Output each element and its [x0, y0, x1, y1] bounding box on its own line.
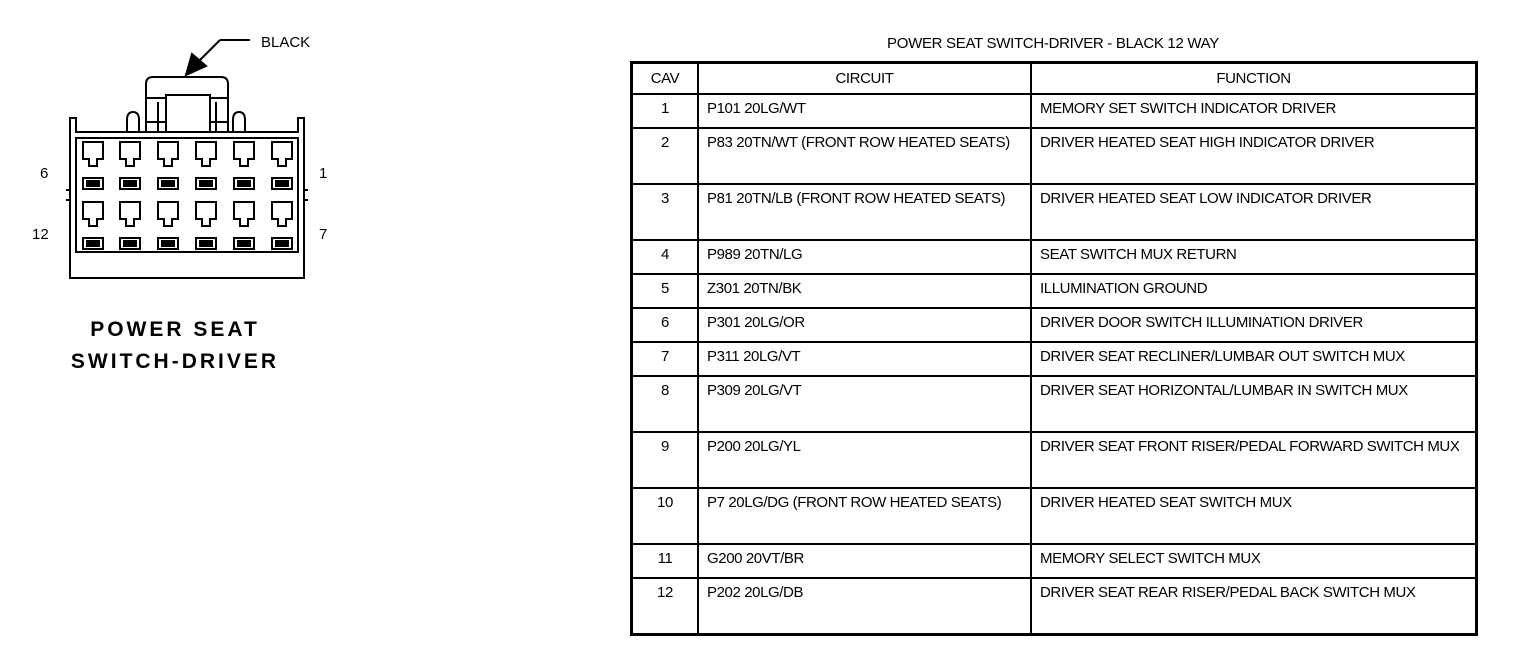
cavity-grid	[83, 142, 292, 249]
header-function: FUNCTION	[1031, 63, 1477, 95]
cell-circuit: P83 20TN/WT (FRONT ROW HEATED SEATS)	[698, 128, 1031, 184]
cavity-lock-window	[200, 181, 212, 186]
connector-title-line2: SWITCH-DRIVER	[70, 350, 280, 373]
table-row	[632, 544, 1477, 578]
table-row	[632, 94, 1477, 128]
connector-title-line1: POWER SEAT	[90, 318, 260, 341]
connector-key-right	[233, 112, 245, 132]
cell-cav: 5	[632, 274, 699, 308]
cavity-lock-window	[238, 241, 250, 246]
cell-circuit: P101 20LG/WT	[698, 94, 1031, 128]
table-row	[632, 376, 1477, 432]
cavity-terminal	[158, 142, 178, 166]
cell-cav: 11	[632, 544, 699, 578]
cavity-terminal	[120, 202, 140, 226]
cell-circuit: P311 20LG/VT	[698, 342, 1031, 376]
cell-cav: 4	[632, 240, 699, 274]
cavity-terminal	[83, 142, 103, 166]
cell-cav: 8	[632, 376, 699, 432]
connector-color-label: BLACK	[261, 34, 311, 51]
pin-label-7: 7	[319, 226, 328, 243]
cell-function: DRIVER DOOR SWITCH ILLUMINATION DRIVER	[1031, 308, 1477, 342]
pin-label-1: 1	[319, 165, 328, 182]
cell-function: DRIVER SEAT HORIZONTAL/LUMBAR IN SWITCH MUX	[1031, 376, 1477, 432]
cell-cav: 9	[632, 432, 699, 488]
cell-cav: 6	[632, 308, 699, 342]
cavity-lock-window	[200, 241, 212, 246]
cell-function: MEMORY SET SWITCH INDICATOR DRIVER	[1031, 94, 1477, 128]
table-row	[632, 488, 1477, 544]
table-title: POWER SEAT SWITCH-DRIVER - BLACK 12 WAY	[887, 35, 1219, 52]
cavity-lock-window	[162, 241, 174, 246]
table-row	[632, 308, 1477, 342]
cavity-terminal	[158, 202, 178, 226]
cell-circuit: P202 20LG/DB	[698, 578, 1031, 635]
cavity-lock-window	[124, 181, 136, 186]
table-row	[632, 432, 1477, 488]
pinout-table	[630, 61, 1478, 636]
connector-key-left	[127, 112, 139, 132]
cavity-terminal	[234, 202, 254, 226]
table-row	[632, 274, 1477, 308]
cell-circuit: P309 20LG/VT	[698, 376, 1031, 432]
cell-cav: 2	[632, 128, 699, 184]
cavity-terminal	[272, 142, 292, 166]
cell-cav: 12	[632, 578, 699, 635]
table-row	[632, 342, 1477, 376]
cell-function: MEMORY SELECT SWITCH MUX	[1031, 544, 1477, 578]
cell-cav: 3	[632, 184, 699, 240]
cell-circuit: P301 20LG/OR	[698, 308, 1031, 342]
cell-function: SEAT SWITCH MUX RETURN	[1031, 240, 1477, 274]
header-circuit: CIRCUIT	[698, 63, 1031, 95]
cavity-terminal	[196, 202, 216, 226]
cavity-terminal	[120, 142, 140, 166]
table-row	[632, 240, 1477, 274]
cell-function: DRIVER HEATED SEAT HIGH INDICATOR DRIVER	[1031, 128, 1477, 184]
cell-circuit: P200 20LG/YL	[698, 432, 1031, 488]
table-row	[632, 128, 1477, 184]
cavity-terminal	[196, 142, 216, 166]
cavity-lock-window	[276, 241, 288, 246]
cavity-terminal	[234, 142, 254, 166]
cell-circuit: P989 20TN/LG	[698, 240, 1031, 274]
cell-function: DRIVER HEATED SEAT LOW INDICATOR DRIVER	[1031, 184, 1477, 240]
table-row	[632, 578, 1477, 635]
cavity-lock-window	[276, 181, 288, 186]
cell-function: DRIVER HEATED SEAT SWITCH MUX	[1031, 488, 1477, 544]
cavity-lock-window	[238, 181, 250, 186]
cell-cav: 7	[632, 342, 699, 376]
pin-label-6: 6	[40, 165, 49, 182]
cavity-terminal	[83, 202, 103, 226]
cell-function: DRIVER SEAT RECLINER/LUMBAR OUT SWITCH MUX	[1031, 342, 1477, 376]
table-row	[632, 184, 1477, 240]
cell-cav: 10	[632, 488, 699, 544]
pin-label-12: 12	[32, 226, 49, 243]
cavity-lock-window	[87, 241, 99, 246]
cell-circuit: P81 20TN/LB (FRONT ROW HEATED SEATS)	[698, 184, 1031, 240]
cell-circuit: Z301 20TN/BK	[698, 274, 1031, 308]
cavity-lock-window	[162, 181, 174, 186]
cell-function: DRIVER SEAT REAR RISER/PEDAL BACK SWITCH MUX	[1031, 578, 1477, 635]
cell-cav: 1	[632, 94, 699, 128]
cell-circuit: P7 20LG/DG (FRONT ROW HEATED SEATS)	[698, 488, 1031, 544]
connector-body	[70, 118, 304, 278]
table-header-row	[632, 63, 1477, 95]
cavity-terminal	[272, 202, 292, 226]
cell-circuit: G200 20VT/BR	[698, 544, 1031, 578]
connector-diagram	[0, 0, 340, 300]
header-cav: CAV	[632, 63, 699, 95]
cell-function: ILLUMINATION GROUND	[1031, 274, 1477, 308]
cavity-lock-window	[124, 241, 136, 246]
cell-function: DRIVER SEAT FRONT RISER/PEDAL FORWARD SWITCH MUX	[1031, 432, 1477, 488]
cavity-lock-window	[87, 181, 99, 186]
